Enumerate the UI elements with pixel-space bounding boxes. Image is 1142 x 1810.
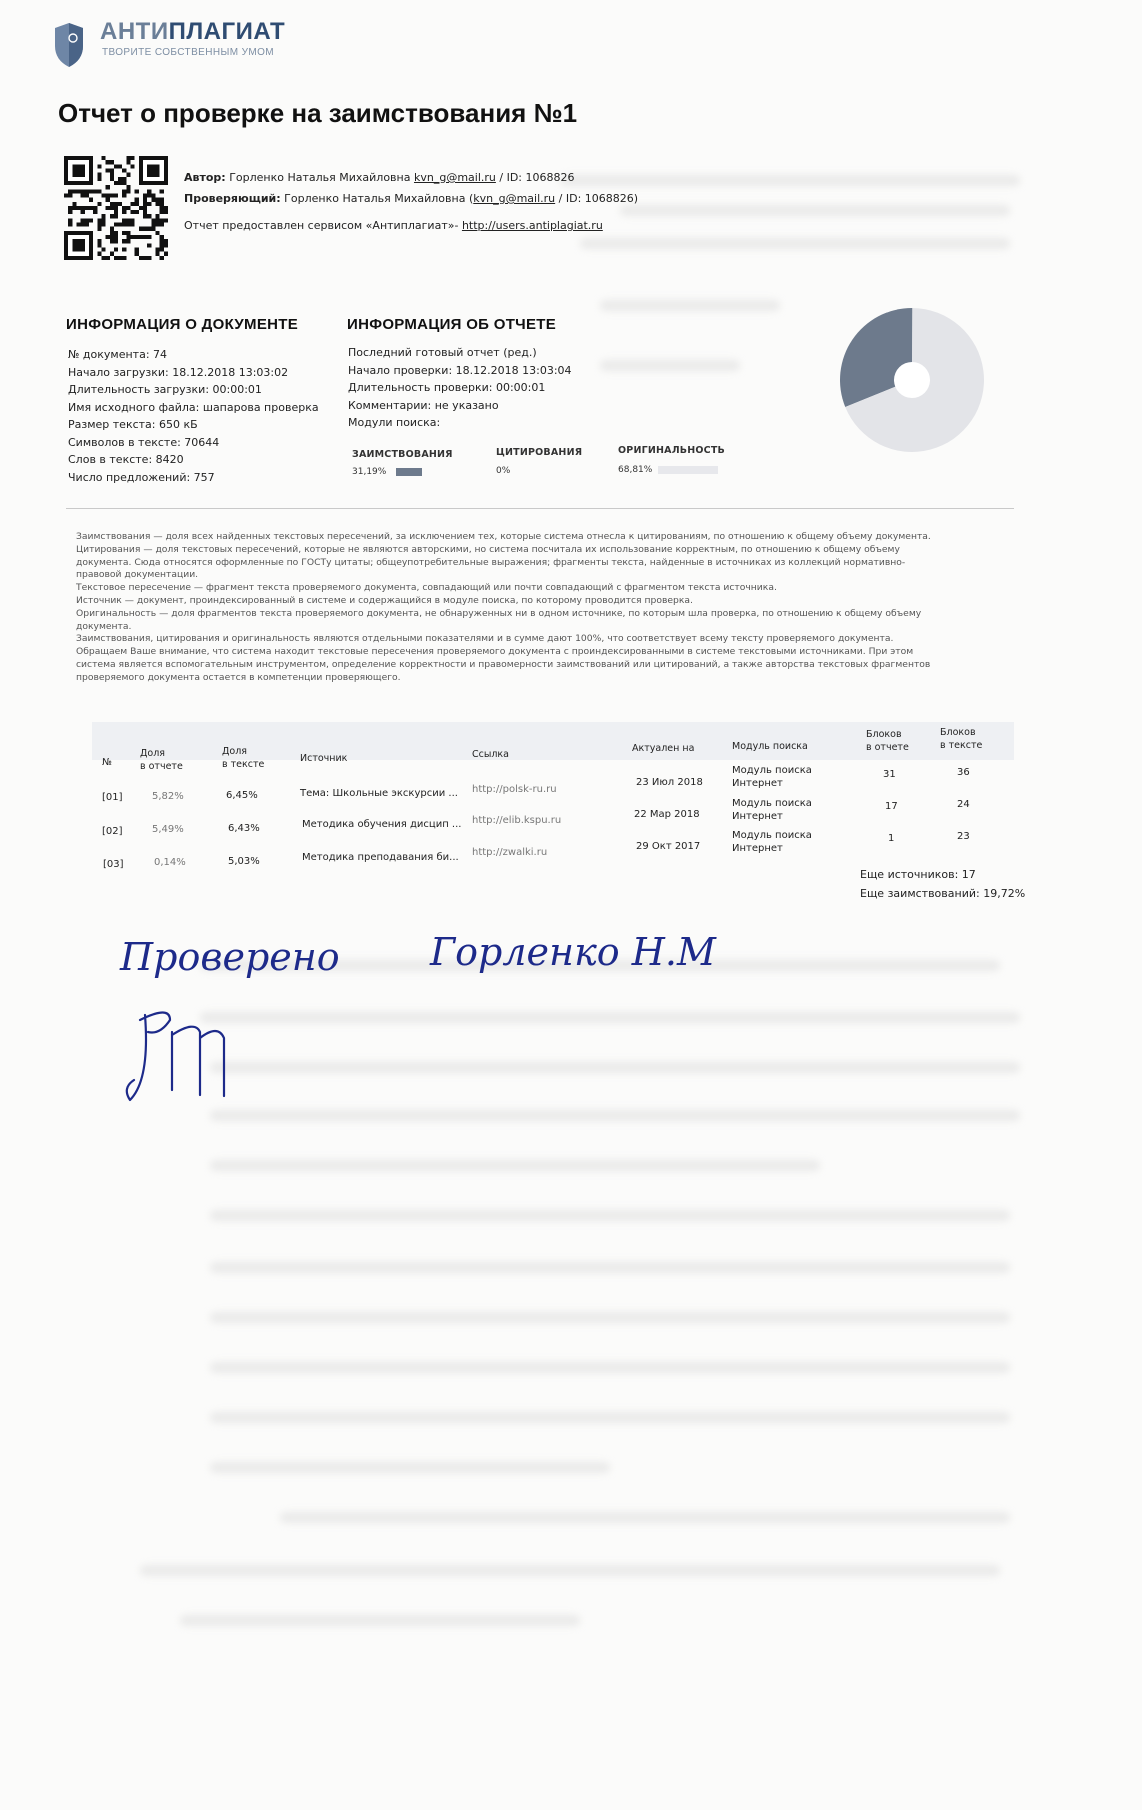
row-source[interactable]: Тема: Школьные экскурсии ... [300,788,458,799]
row-blocks-text: 36 [957,767,970,778]
row-share-text: 5,03% [228,856,260,867]
row-module: Модуль поиска Интернет [732,798,812,822]
check-duration: Длительность проверки: 00:00:01 [348,381,546,394]
row-link[interactable]: http://polsk-ru.ru [472,784,557,795]
col-link: Ссылка [472,749,509,760]
definition-line: Источник — документ, проиндексированный в системе и содержащийся в модуле поиска, по которому проводится проверка. [76,594,693,606]
definition-line: правовой документации. [76,569,199,581]
row-num: [03] [103,859,124,870]
row-share-report: 5,49% [152,824,184,835]
service-link[interactable]: http://users.antiplagiat.ru [461,219,603,232]
row-link[interactable]: http://zwalki.ru [472,847,548,858]
definition-line: документа. [76,620,132,632]
row-blocks-report: 31 [883,769,896,780]
document-info-title: ИНФОРМАЦИЯ О ДОКУМЕНТЕ [66,316,299,333]
upload-duration: Длительность загрузки: 00:00:01 [68,383,262,396]
report-info-title: ИНФОРМАЦИЯ ОБ ОТЧЕТЕ [347,316,557,333]
text-size: Размер текста: 650 кБ [68,418,198,431]
definition-line: проверяемого документа остается в компетенции проверяющего. [76,671,401,683]
document-number: № документа: 74 [68,348,168,361]
definition-line: документа. Сюда относятся оформленные по ГОСТу цитаты; общеупотребительные выражения; фрагменты текста, найденные в источниках из коллекций нормативно- [76,556,906,568]
handwritten-name: Горленко Н.М [430,930,716,974]
definition-line: Цитирования — доля текстовых пересечений, которые не являются авторскими, но система посчитала их использование корректным, по отношению к общему объему [76,543,900,555]
col-blocks-text: Блоков в тексте [940,727,983,751]
row-share-report: 5,82% [152,791,184,802]
borrowing-label: ЗАИМСТВОВАНИЯ [352,449,453,460]
col-share-text: Доля в тексте [222,746,265,770]
check-start: Начало проверки: 18.12.2018 13:03:04 [348,363,572,377]
char-count: Символов в тексте: 70644 [68,435,220,449]
sentence-count: Число предложений: 757 [68,470,215,484]
document-info-list [68,346,319,486]
last-report: Последний готовый отчет (ред.) [348,346,537,359]
row-actual: 23 Июл 2018 [636,777,703,788]
row-module: Модуль поиска Интернет [732,830,812,854]
originality-bar [658,466,718,474]
row-num: [02] [102,826,123,837]
definition-line: Обращаем Ваше внимание, что система находит текстовые пересечения проверяемого документа с проиндексированными в системе текстовыми источниками. При этом [76,646,914,658]
originality-label: ОРИГИНАЛЬНОСТЬ [618,445,725,456]
handwritten-checked: Проверено [120,935,340,979]
borrowing-value: 31,19% [352,467,387,477]
checker-email-link[interactable]: kvn_g@mail.ru [473,192,556,205]
col-num: № [102,757,112,768]
col-module: Модуль поиска [732,741,808,752]
upload-start: Начало загрузки: 18.12.2018 13:03:02 [68,365,289,379]
definition-line: система является вспомогательным инструментом, определение корректности и правомерности заимствований или цитирований, а также авторства текстовых фрагментов [76,658,931,670]
report-meta [184,167,638,236]
more-borrowings: Еще заимствований: 19,72% [860,887,1026,900]
originality-pie-chart [816,284,1009,477]
row-share-text: 6,45% [226,790,258,801]
row-blocks-report: 1 [888,833,895,844]
qr-code-icon [64,156,168,260]
row-source[interactable]: Методика обучения дисцип ... [302,819,462,830]
page-title: Отчет о проверке на заимствования №1 [58,98,578,128]
comments: Комментарии: не указано [348,398,499,412]
definition-line: Оригинальность — доля фрагментов текста проверяемого документа, не обнаруженных ни в одном источнике, по которым шла проверка, по отношению к общему объему [76,607,922,619]
definitions-text [76,531,1008,685]
row-blocks-text: 24 [957,799,970,810]
author-email-link[interactable]: kvn_g@mail.ru [413,171,496,184]
source-file-name: Имя исходного файла: шапарова проверка [68,400,319,414]
row-share-report: 0,14% [154,857,186,868]
report-info-list [348,344,572,432]
originality-value: 68,81% [618,465,653,475]
row-source[interactable]: Методика преподавания би... [302,852,459,863]
brand-name: АНТИПЛАГИАТ [100,18,286,45]
divider [66,508,1014,509]
more-sources: Еще источников: 17 [860,868,976,881]
search-modules: Модули поиска: [348,416,441,429]
checker-line: Проверяющий: Горленко Наталья Михайловна (kvn_g@mail.ru / ID: 1068826) [184,192,639,205]
row-share-text: 6,43% [228,823,260,834]
handwritten-signature [100,920,840,1120]
col-share-report: Доля в отчете [140,748,183,772]
citation-label: ЦИТИРОВАНИЯ [496,447,583,458]
col-actual: Актуален на [632,743,695,754]
col-source: Источник [300,753,348,764]
col-blocks-report: Блоков в отчете [866,729,909,753]
provided-line: Отчет предоставлен сервисом «Антиплагиат»- http://users.antiplagiat.ru [184,219,603,232]
word-count: Слов в тексте: 8420 [68,453,184,466]
definition-line: Заимствования — доля всех найденных текстовых пересечений, за исключением тех, которые система отнесла к цитированиям, по отношению к общему объему документа. [76,531,931,542]
row-actual: 22 Мар 2018 [634,809,700,820]
row-actual: 29 Окт 2017 [636,841,701,852]
antiplagiat-logo-icon [54,22,84,68]
row-blocks-report: 17 [885,801,898,812]
definition-line: Текстовое пересечение — фрагмент текста проверяемого документа, совпадающий или почти совпадающий с фрагментом текста источника. [76,582,777,594]
row-link[interactable]: http://elib.kspu.ru [472,815,562,826]
row-blocks-text: 23 [957,831,970,842]
citation-value: 0% [496,466,511,476]
brand-slogan: ТВОРИТЕ СОБСТВЕННЫМ УМОМ [102,47,275,58]
definition-line: Заимствования, цитирования и оригинальность являются отдельными показателями и в сумме дают 100%, что соответствует всему тексту проверяемого документа. [76,633,894,645]
row-num: [01] [102,792,123,803]
row-module: Модуль поиска Интернет [732,765,812,789]
author-line: Автор: Горленко Наталья Михайловна kvn_g@mail.ru / ID: 1068826 [184,171,575,184]
borrowing-bar [396,468,422,476]
